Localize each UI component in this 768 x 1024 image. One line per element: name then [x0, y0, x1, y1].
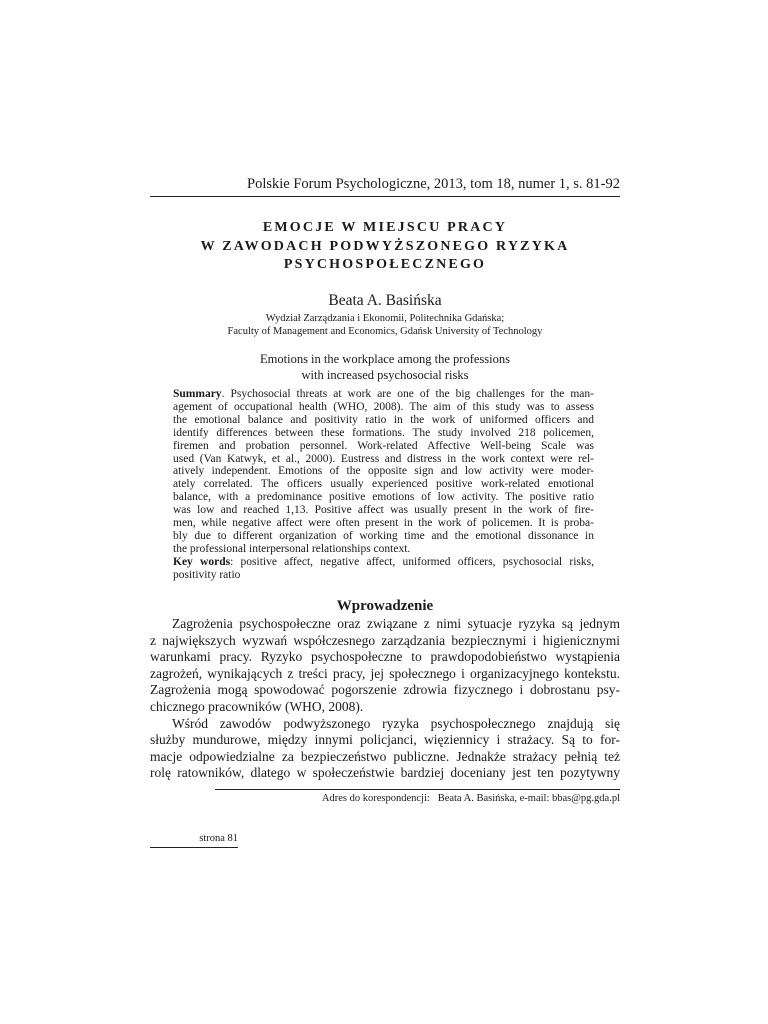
abstract-line: atively independent. Emotions of the opposite sign and low activity were moder- — [173, 465, 594, 478]
keywords-label: Key words — [173, 555, 231, 568]
title-line-3: PSYCHOSPOŁECZNEGO — [283, 257, 487, 272]
abstract-line: the professional interpersonal relationships context. — [173, 542, 411, 555]
abstract-line: men, while negative affect were often present in the work of policemen. It is proba- — [173, 517, 594, 530]
paragraph-line: Wśród zawodów podwyższonego ryzyka psychospołecznego znajdują się — [172, 715, 620, 731]
keywords-line: positivity ratio — [173, 568, 241, 581]
abstract-line: bly due to different organization of working time and the emotional dissonance in — [173, 529, 594, 542]
title-line-1: EMOCJE W MIEJSCU PRACY — [262, 220, 508, 235]
summary-label: Summary — [173, 388, 222, 400]
affiliation-english: Faculty of Management and Economics, Gdańsk University of Technology — [227, 326, 543, 337]
abstract-line: the emotional balance and positivity ratio in the work of uniformed officers and — [173, 413, 594, 426]
abstract — [173, 388, 594, 582]
journal-header: Polskie Forum Psychologiczne, 2013, tom 18, numer 1, s. 81-92 — [247, 176, 620, 192]
footnote-rule — [215, 789, 620, 790]
abstract-line: identify differences between these formations. The study involved 218 policemen, — [173, 426, 594, 439]
paragraph-line: służby mundurowe, między innymi policjanci, więziennicy i strażacy. Są to for- — [150, 732, 620, 748]
correspondence-footnote: Adres do korespondencji: Beata A. Basińska, e-mail: bbas@pg.gda.pl — [321, 793, 620, 804]
section-heading: Wprowadzenie — [336, 598, 434, 614]
author-name: Beata A. Basińska — [328, 292, 442, 309]
abstract-line: used (Van Katwyk, et al., 2000). Eustress and distress in the work context were rel- — [173, 452, 594, 465]
affiliations — [150, 312, 620, 338]
abstract-text: . Psychosocial threats at work are one of the big challenges for the man- — [221, 388, 594, 400]
affiliation-polish: Wydział Zarządzania i Ekonomii, Politechnika Gdańska; — [265, 313, 505, 324]
english-title — [150, 351, 620, 383]
keywords-line — [173, 556, 594, 569]
paragraph-line: rolę ratowników, dlatego w społeczeństwie bardziej doceniany jest ten pozytywny — [150, 765, 620, 781]
paragraph-line: zagrożeń, wynikających z treści pracy, jej społecznego i organizacyjnego kontekstu. — [150, 665, 620, 681]
page-number: strona 81 — [199, 833, 238, 844]
abstract-line: was low and reached 1,13. Positive affect was usually present in the work of fire- — [173, 504, 594, 517]
abstract-line: agement of occupational health (WHO, 2008). The aim of this study was to assess — [173, 400, 594, 413]
abstract-line: firemen and probation personnel. Work-related Affective Well-being Scale was — [173, 439, 594, 452]
paragraph-line: macje odpowiedzialne za bezpieczeństwo publiczne. Jednakże strażacy pełnią też — [150, 748, 620, 764]
english-title-line-2: with increased psychosocial risks — [301, 368, 469, 382]
title-line-2: W ZAWODACH PODWYŻSZONEGO RYZYKA — [200, 238, 570, 254]
keywords-text: : positive affect, negative affect, uniformed officers, psychosocial risks, — [230, 555, 594, 568]
paragraph-line: Zagrożenia mogą spowodować pogorszenie zdrowia fizycznego i dobrostanu psy- — [150, 682, 620, 698]
article-title — [150, 219, 620, 275]
paragraph-line: chicznego pracowników (WHO, 2008). — [150, 698, 364, 714]
body-text — [150, 616, 620, 782]
paragraph-line: warunkami pracy. Ryzyko psychospołeczne to prawdopodobieństwo wystąpienia — [150, 649, 620, 665]
abstract-line: balance, with a predominance positive emotions of low activity. The positive ratio — [173, 491, 594, 504]
english-title-line-1: Emotions in the workplace among the professions — [260, 352, 510, 366]
paragraph-line: z największych wyzwań współczesnego zarządzania bezpiecznymi i higienicznymi — [150, 632, 620, 648]
abstract-line: ately correlated. The officers usually experienced positive work-related emotional — [173, 478, 594, 491]
page-number-rule — [150, 847, 238, 848]
abstract-line — [173, 388, 594, 401]
header-rule — [150, 196, 620, 197]
paragraph-line: Zagrożenia psychospołeczne oraz związane z nimi sytuacje ryzyka są jednym — [172, 616, 620, 631]
